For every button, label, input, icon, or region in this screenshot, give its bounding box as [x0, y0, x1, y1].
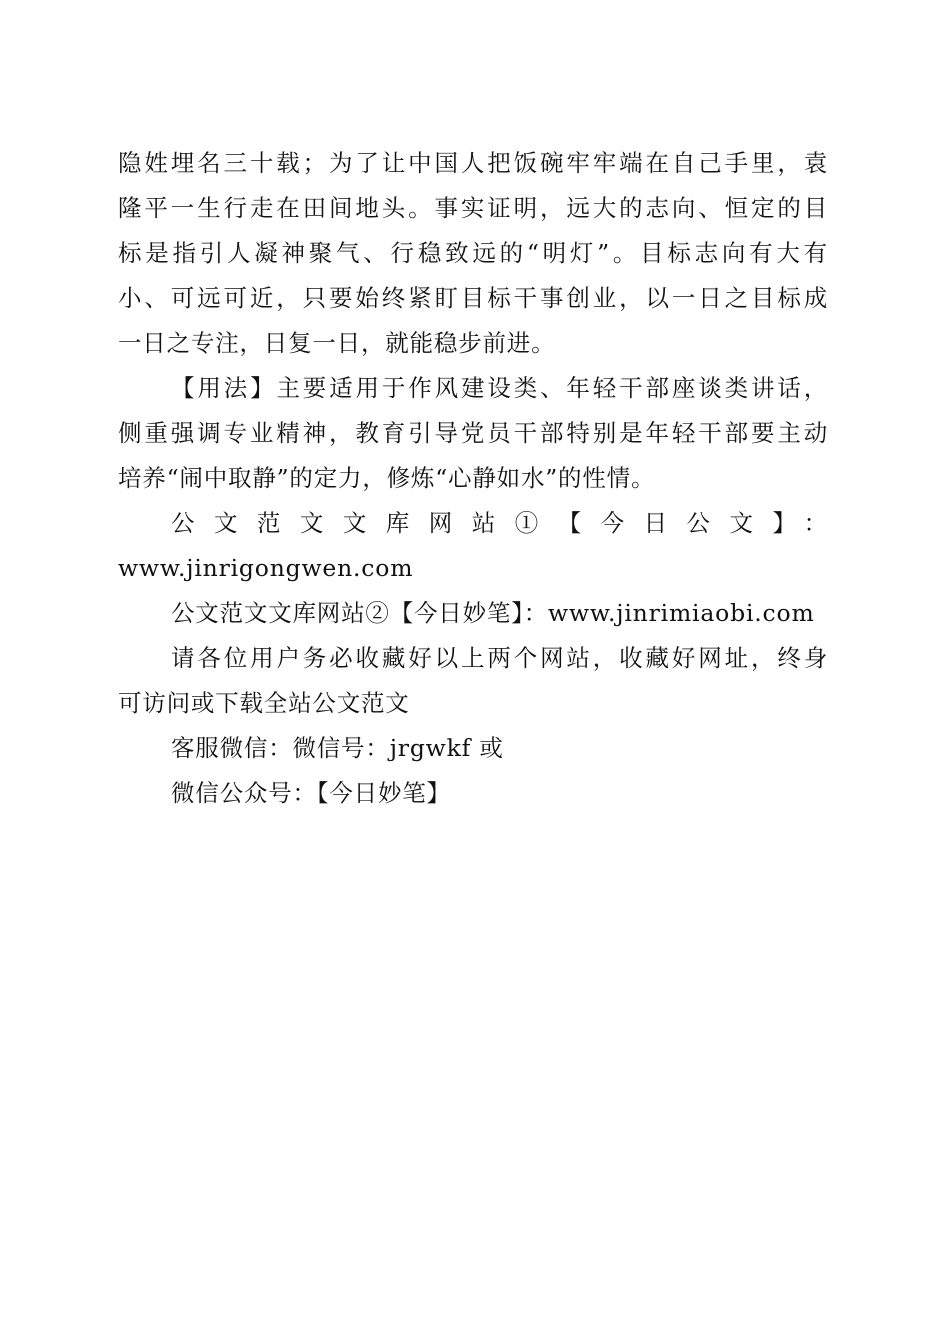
- site-2-line: 公文范文文库网站②【今日妙笔】：www.jinrimiaobi.com: [171, 599, 815, 627]
- paragraph-line: 一日之专注，日复一日，就能稳步前进。: [118, 329, 556, 357]
- paragraph-line: 隐姓埋名三十载；为了让中国人把饭碗牢牢端在自己手里，袁: [118, 149, 828, 177]
- reminder-line: 可访问或下载全站公文范文: [118, 689, 410, 717]
- usage-line: 【用法】主要适用于作风建设类、年轻干部座谈类讲话，: [171, 374, 828, 402]
- paragraph-line: 标是指引人凝神聚气、行稳致远的“明灯”。目标志向有大有: [118, 239, 828, 267]
- service-wechat: 客服微信：微信号：jrgwkf 或: [171, 734, 504, 762]
- usage-line: 侧重强调专业精神，教育引导党员干部特别是年轻干部要主动: [118, 419, 828, 447]
- paragraph-line: 小、可远可近，只要始终紧盯目标干事创业，以一日之目标成: [118, 284, 828, 312]
- paragraph-line: 隆平一生行走在田间地头。事实证明，远大的志向、恒定的目: [118, 194, 828, 222]
- site-1-label: 公文范文文库网站①【今日公文】：: [171, 509, 828, 537]
- usage-line: 培养“闹中取静”的定力，修炼“心静如水”的性情。: [118, 464, 656, 492]
- reminder-line: 请各位用户务必收藏好以上两个网站，收藏好网址，终身: [171, 644, 828, 672]
- official-account: 微信公众号：【今日妙笔】: [171, 779, 451, 807]
- site-1-url: www.jinrigongwen.com: [118, 554, 414, 582]
